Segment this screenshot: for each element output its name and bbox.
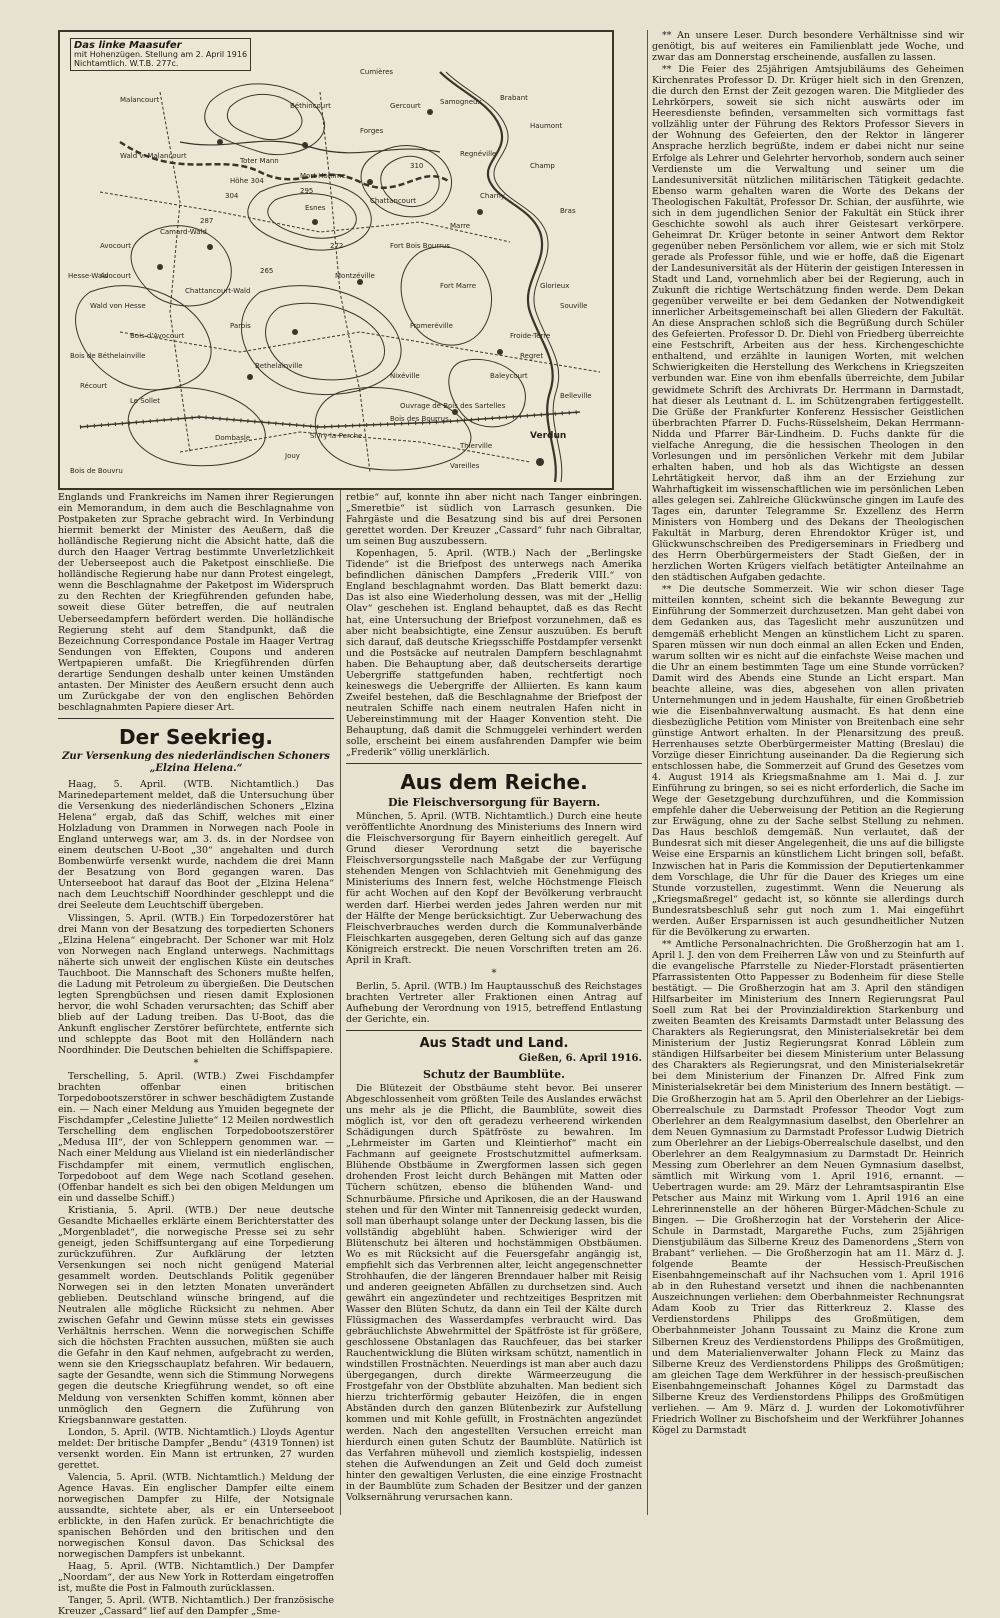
map-label: Toter Mann [240, 157, 279, 165]
article-paragraph: Vlissingen, 5. April. (WTB.) Ein Torpedozerstörer hat drei Mann von der Besatzung des torpedierten Schoners „Elzina Helena“ eingebracht. Der Schoner war mit Holz von Norwegen nach England unterwegs. Nachmittags näherte sich unweit der englischen Küste ein deutsches Tauchboot. Die Mannschaft des Schoners mußte helfen, die Ladung mit Petroleum zu übergießen. Die Deutschen legten Sprengbüchsen und riesen damit Explosionen hervor, die wohl Schaden verursachten; das Schiff aber blieb auf der Ladung treiben. Das U-Boot, das die Ankunft englischer Zerstörer befürchtete, entfernte sich und schleppte das Boot mit den Holländern nach Noordhinder. Die Deutschen behielten die Schiffspapiere. [58, 912, 334, 1057]
article-paragraph: Berlin, 5. April. (WTB.) Im Hauptausschuß des Reichstages brachten Vertreter aller Fraktionen einen Antrag auf Aufhebung der Verordnung von 1915, betreffend Entlastung der Gerichte, ein. [346, 980, 642, 1025]
divider [346, 763, 642, 764]
map-label: Camard-Wald [160, 228, 207, 236]
map-label: Thierville [460, 442, 493, 450]
map-title-box [70, 38, 251, 71]
column-1 [58, 492, 334, 1618]
map-credit: Nichtamtlich. W.T.B. 277c. [74, 59, 179, 68]
article-paragraph: Kopenhagen, 5. April. (WTB.) Nach der „Berlingske Tidende“ ist die Briefpost des unterwegs nach Amerika befindlichen dänischen Dampfers „Frederik VIII.“ von England beschlagnahmt worden. Das Blatt bemerkt dazu: Das ist also eine Wiederholung dessen, was mit der „Hellig Olav“ geschehen ist. England behauptet, daß es das Recht hat, eine Untersuchung der Briefpost vorzunehmen, daß es aber nicht beabsichtigte, eine Zensur auszuüben. Es beruft sich darauf, daß deutsche Kriegsschiffe Postdampfer versenkt und die Postsäcke auf neutralen Dampfern beschlagnahmt haben. Die Behauptung aber, daß deutscherseits derartige Uebergriffe stattgefunden haben, rechtfertigt noch keineswegs die Uebergriffe der Alliierten. Es kann kaum Zweifel bestehen, daß die Beschlagnahme der Briefpost der neutralen Schiffe nach einem neutralen Hafen nicht in Uebereinstimmung mit der Haager Konvention steht. Die Behauptung, daß damit die Schmuggelei verhindert werden solle, erscheint bei einem ausfahrenden Dampfer wie beim „Frederik“ völlig unerklärlich. [346, 548, 642, 759]
column-rule [340, 490, 341, 1515]
map-label: Regret [520, 352, 544, 360]
article-paragraph: Valencia, 5. April. (WTB. Nichtamtlich.) Meldung der Agence Havas. Ein englischer Dampfer eilte einem norwegischen Dampfer zu Hilfe, der Notsignale aussandte, sichtete aber, als er ein Unterseeboot erblickte, in den Hafen zurück. Er benachrichtigte die spanischen Behörden und den britischen und den norwegischen Konsul davon. Das Schicksal des norwegischen Dampfers ist unbekannt. [58, 1471, 334, 1561]
map-label: Bethelainville [255, 362, 303, 370]
map-label: 310 [410, 162, 424, 170]
map-label: Béthincourt [290, 102, 331, 110]
map-label: Bras [560, 207, 576, 215]
article-paragraph: London, 5. April. (WTB. Nichtamtlich.) Lloyds Agentur meldet: Der britische Dampfer „Bendu“ (4319 Tonnen) ist versenkt worden. Ein Mann ist ertrunken, 27 wurden gerettet. [58, 1426, 334, 1471]
map-label: Samogneux [440, 98, 482, 106]
divider [58, 718, 334, 719]
map-label: 295 [300, 187, 314, 195]
divider [346, 1030, 642, 1031]
map-label: Bois de Béthelainville [70, 352, 146, 360]
article-paragraph: Terschelling, 5. April. (WTB.) Zwei Fischdampfer brachten offenbar einen britischen Torpedobootszerstörer in schwer beschädigtem Zustande ein. — Nach einer Meldung aus Ymuiden begegnete der Fischdampfer „Celestine Juliette“ 12 Meilen nordwestlich Terschelling dem englischen Torpedobootszerstörer „Medusa III“, der von Schleppern genommen war. — Nach einer Meldung aus Vlieland ist ein niederländischer Fischdampfer mit einem, vermutlich englischen, Torpedoboot auf dem Wege nach Scotland gesehen. (Offenbar handelt es sich bei den obigen Meldungen um ein und dasselbe Schiff.) [58, 1071, 334, 1204]
map-label: Jouy [285, 452, 300, 460]
map-label: Baleycourt [490, 372, 528, 380]
column-2 [346, 492, 642, 1504]
section-headline-reich: Aus dem Reiche. [400, 770, 588, 795]
section-headline-seekrieg: Der Seekrieg. [118, 724, 274, 749]
map-label: Brabant [500, 94, 528, 102]
map-label: 287 [200, 217, 214, 225]
map-label: Gercourt [390, 102, 421, 110]
article-paragraph: Die Blütezeit der Obstbäume steht bevor. Bei unserer Abgeschlossenheit vom größten Teile des Auslandes erwächst uns mehr als je die Pflicht, die Baumblüte, soweit dies möglich ist, vor den oft geradezu verheerend wirkenden Schädigungen durch Spätfröste zu bewahren. Im „Lehrmeister im Garten und Kleintierhof“ macht ein Fachmann auf geeignete Frostschutzmittel aufmerksam. Blühende Obstbäume in Zwergformen lassen sich gegen drohenden Frost leicht durch Behängen mit Matten oder Tüchern schützen, ebenso die blühenden Wand- und Schnurbäume. Pfirsiche und Aprikosen, die an der Hauswand stehen und für den Winter mit Tannenreisig gedeckt wurden, soll man überhaupt solange unter der Deckung lassen, bis die vollständig abgeblüht haben. Schwieriger wird der Blütenschutz bei älteren und hochstämmigen Obstbäumen. Wo es mit Rücksicht auf die Feuersgefahr angängig ist, empfiehlt sich das Verbrennen alter, leicht angegenschnetter Strohhaufen, die der längeren Brenndauer halber mit Reisig und anderen geeigneten Abfällen zu durchsetzen sind. Auch gewährt ein angezündeter und rechtzeitiges Bespritzen mit Wasser den Blüten Schutz, da dann ein Teil der Kälte durch Flüssigmachen des Wasserdampfes verbraucht wird. Das gebräuchlichste Abwehrmittel der Spätfröste ist für größere, geschlossene Obstanlagen das Rauchfeuer, das bei starker Rauchentwicklung die Blüten wirksam schützt, namentlich in windstillen Frostnächten. Neuerdings ist man aber auch dazu übergegangen, durch direkte Wärmeerzeugung die Frostgefahr von der Obstblüte abzuhalten. Man bedient sich hierzu trichterförmig gebauter Heizöfen, die in engen Abständen durch den ganzen Blütenbezirk zur Aufstellung kommen und mit Kohle gefüllt, in Frostnächten angezündet werden. Nach den angestellten Versuchen erreicht man hierdurch einen guten Schutz der Baumblüte. Natürlich ist das Verfahren mühevoll und ziemlich kostspielig, indessen stehen die Aufwendungen an Zeit und Geld doch zumeist hinter den gewaltigen Verlusten, die eine einzige Frostnacht in der Baumblüte zum Schaden der Besitzer und der ganzen Volksernährung verursachen kann. [346, 1083, 642, 1503]
map-label: Fromeréville [410, 322, 453, 330]
article-paragraph: Haag, 5. April. (WTB. Nichtamtlich.) Der Dampfer „Noordam“, der aus New York in Rotterdam eingetroffen ist, mußte die Post in Falmouth zurücklassen. [58, 1561, 334, 1595]
article-paragraph: ** An unsere Leser. Durch besondere Verhältnisse sind wir genötigt, bis auf weiteres ein Familienblatt jede Woche, und zwar das am Donnerstag erscheinende, ausfallen zu lassen. [652, 30, 964, 64]
article-subhead: Zur Versenkung des niederländischen Schoners „Elzina Helena.“ [62, 750, 330, 774]
map-label: Bois des Bourrus [390, 415, 449, 423]
article-paragraph: Haag, 5. April. (WTB. Nichtamtlich.) Das Marinedepartement meldet, daß die Untersuchung über die Versenkung des niederländischen Schoners „Elzina Helena“ ergab, daß das Schiff, welches mit einer Holzladung von Drammen in Norwegen nach Poole in England unterwegs war, am 3. ds. in der Nordsee von einem deutschen U-Boot „30“ angehalten und durch Bombenwürfe versenkt wurde, nachdem die drei Mann der Besatzung von Bord gegangen waren. Das Unterseeboot hat darauf das Boot der „Elzina Helena“ nach dem Leuchtschiff Noordhinder geschleppt und die drei Seeleute dem Leuchtschiff übergeben. [58, 778, 334, 912]
map-label: Bois d'Avocourt [130, 332, 185, 340]
map-label: Ouvrage de Bois des Sartelles [400, 402, 506, 410]
map-label: Avocourt [100, 272, 131, 280]
separator-star: * [193, 1058, 199, 1070]
map-subtitle: mit Hohenzügen. Stellung am 2. April 1916 [74, 50, 248, 59]
map-left-meuse-bank [58, 30, 614, 490]
map-label: Mort Homme [300, 172, 346, 180]
map-label: Montzéville [335, 272, 375, 280]
map-label: Froide-Terre [510, 332, 551, 340]
article-subhead: Die Fleischversorgung für Bayern. [387, 796, 601, 810]
article-paragraph: Tanger, 5. April. (WTB. Nichtamtlich.) Der französische Kreuzer „Cassard“ lief auf den Dampfer „Sme- [58, 1595, 334, 1618]
map-label: Chattancourt-Wald [185, 287, 251, 295]
map-label: Wald von Hesse [90, 302, 146, 310]
article-paragraph: ** Die Feier des 25jährigen Amtsjubiläums des Geheimen Kirchenrates Professor D. Dr. Krüger hielt sich in den Grenzen, die durch den Ernst der Zeit gezogen waren. Die Mitglieder des Lehrkörpers, soweit sie sich nicht auswärts oder im Heeresdienste befinden, versammelten sich vormittags fast vollzählig unter der Führung des Rektors Professor Sievers in der Wohnung des Gefeierten, den der Rektor in längerer Ansprache herzlich begrüßte, indem er dabei nicht nur seine Erfolge als Lehrer und Gelehrter hervorhob, sondern auch seiner Verdienste um die Verwaltung und seiner um die Landesuniversität nützlichen militärischen Tätigkeit gedachte. Ebenso warm gehalten waren die Worte des Dekans der Theologischen Fakultät, Professor Dr. Schian, der ausführte, wie sich in dem jugendlichen Senior der Fakultät ein Stück ihrer Geschichte sowohl als auch ihrer Geistesart verkörpere. Geheimrat Dr. Krüger betonte in seiner Antwort dem Rektor gegenüber neben Persönlichem vor allem, wie er sich mit Stolz gerade als Professor fühle, und wie er hoffe, daß die Eigenart der Landesuniversität als der Hüterin der geistigen Interessen in Stadt und Land, vornehmlich aber bei der Regierung, auch in Zukunft die richtige Wertschätzung finden werde. Dem Dekan gegenüber verweilte er bei dem Gedanken der Notwendigkeit innerlicher Arbeitsgemeinschaft bei allen Gliedern der Fakultät. An diese Ansprachen schloß sich die Begrüßung durch Schüler des Gefeierten. Professor D. Dr. Diehl von Friedberg überreichte eine Festschrift, Arbeiten aus der hess. Kirchengeschichte enthaltend, und erzählte in launigen Worten, mit welchen Schwierigkeiten die Herstellung des Werkchens in Kriegszeiten verbunden war. Eine von ihm ebenfalls überreichte, dem Jubilar gewidmete Schrift des Archivrats Dr. Herrmann in Darmstadt, hat dieser als Leutnant d. L. im Schützengraben fertiggestellt. Die Grüße der Frankfurter Konferenz Hessischer Geistlichen überbrachten Pfarrer D. Fuchs-Rüsselsheim, Dekan Herrmann-Nidda und Pfarrer Bär-Lindheim. D. Fuchs dankte für die vielfache Anregung, die die hessischen Theologen in den Vorlesungen und im persönlichen Verkehr mit dem Jubilar erhalten haben, und hob als das Wichtigste an dessen Lehrtätigkeit hervor, daß ihm an der Erziehung zur Wahrhaftigkeit im wissenschaftlichen wie im persönlichen Leben alles gelegen sei. Zahlreiche Glückwünsche gingen im Laufe des Tages ein, darunter Telegramme Sr. Exzellenz des Herrn Ministers von Homberg und des Dekans der Theologischen Fakultät in Marburg, deren Ehrendoktor Krüger ist, und Glückwunschschreiben des Predigerseminars in Friedberg und des Herrn Oberbürgermeisters der Stadt Gießen, der in herzlichen Worten Krügers vielfach betätigter Anteilnahme an den städtischen Aufgaben gedachte. [652, 64, 964, 584]
map-label: Belleville [560, 392, 592, 400]
map-label: 265 [260, 267, 274, 275]
map-label: Forges [360, 127, 384, 135]
article-text: Englands und Frankreichs im Namen ihrer Regierungen ein Memorandum, in dem auch die Beschlagnahme von Postpaketen zur Sprache gebracht wird. In Verbindung hiermit bemerkt der Minister des Aeußern, daß die holländische Regierung nicht die Absicht hatte, daß die durch den Haager Vertrag bestimmte Unverletzlichkeit der Ueberseepost auch die Paketpost einschließe. Die holländische Regierung habe nur dann Protest eingelegt, wenn die Beschlagnahme der Paketpost im Widerspruch zu den Rechten der Kriegführenden gefunden habe, soweit diese Güter betreffen, die auf neutralen Ueberseedampfern befördert werden. Die holländische Regierung steht auf dem Standpunkt, daß die Bezeichnung Correspondance Postale im Haager Vertrag Sendungen von Effekten, Coupons und anderen Wertpapieren umfaßt. Die Kriegführenden dürfen derartige Sendungen deshalb unter keinen Umständen antasten. Der Minister des Aeußern ersucht denn auch um Zurückgabe der von den englischen Behörden beschlagnahmten Papiere dieser Art. [58, 492, 334, 713]
map-label: Fort Marre [440, 282, 477, 290]
map-label: Bois de Bouvru [70, 467, 123, 475]
map-label: Esnes [305, 204, 326, 212]
column-3 [652, 30, 964, 1437]
map-label: 304 [225, 192, 239, 200]
map-label: Vareilles [450, 462, 480, 470]
map-label: Sivry-la-Perche [310, 432, 363, 440]
map-label: Charny [480, 192, 505, 200]
map-label: 272 [330, 242, 344, 250]
separator-star: * [491, 967, 497, 979]
map-label: Récourt [80, 382, 108, 390]
map-label: Verdun [530, 431, 567, 441]
map-label: Höhe 304 [230, 177, 264, 185]
map-label: Souville [560, 302, 588, 310]
map-label: Avocourt [100, 242, 131, 250]
map-label: Cumières [360, 68, 394, 76]
section-headline-stadt: Aus Stadt und Land. [419, 1036, 569, 1052]
column-rule [647, 30, 648, 1515]
map-label: Malancourt [120, 96, 160, 104]
map-label: Chattancourt [370, 197, 417, 205]
map-label: Glorieux [540, 282, 570, 290]
map-label: Fort Bois Bourrus [390, 242, 451, 250]
map-label: Hesse-Wald [68, 272, 109, 280]
dateline: Gießen, 6. April 1916. [518, 1053, 642, 1065]
map-label: Nixéville [390, 372, 420, 380]
map-label: Haumont [530, 122, 563, 130]
map-label: Marre [450, 222, 471, 230]
article-paragraph: retbie“ auf, konnte ihn aber nicht nach Tanger einbringen. „Smeretbie“ ist südlich von Larrasch gesunken. Die Fahrgäste und die Besatzung sind bis auf drei Personen gerettet worden. Der Kreuzer „Cassard“ fuhr nach Gibraltar, um seinen Bug auszubessern. [346, 492, 642, 548]
article-paragraph: Kristiania, 5. April. (WTB.) Der neue deutsche Gesandte Michaelles erklärte einem Berichterstatter des „Morgenbladet“, die norwegische Presse sei zu sehr geneigt, jeden Schiffsuntergang auf eine Torpedierung zurückzuführen. Zur Aufklärung der letzten Versenkungen sei noch nicht genügend Material gesammelt worden. Deutschlands Politik gegenüber Norwegen sei in den letzten Monaten unverändert geblieben. Deutschland wünsche bringend, auf die Neutralen alle mögliche Rücksicht zu nehmen. Aber zwischen Gefahr und Gewinn müsse stets ein gewisses Verhältnis herrschen. Wenn die norwegischen Schiffe sich die höchsten Frachten aussuchen, müßten sie auch die Gefahr in den Kauf nehmen, aufgebracht zu werden, wenn sie den Kriegsschauplatz befahren. Wir bedauern, sagte der Gesandte, wenn sich die Stimmung Norwegens gegen die deutsche Kriegführung wendet, so oft eine Meldung von versenkten Schiffen kommt, können aber unmöglich den Gegnern die Zuführung von Kriegsbannware gestatten. [58, 1204, 334, 1426]
article-paragraph: ** Amtliche Personalnachrichten. Die Großherzogin hat am 1. April l. J. den von dem Freiherren Låw von und zu Steinfurth auf die evangelische Pfarrstelle zu Nieder-Florstadt präsentierten Pfarrassistenten Otto Pappesser zu Bodenheim für diese Stelle bestätigt. — Die Großherzogin hat am 3. April den ständigen Hilfsarbeiter im Ministerium des Innern Regierungsrat Paul Soell zum Rat bei der Provinzialdirektion Starkenburg und zweiten Beamten des Kreisamts Darmstadt unter Belassung des Charakters als Regierungsrat, den Ministerialsekretär bei dem Ministerium der Justiz Regierungsrat Konrad Löblein zum ständigen Hilfsarbeiter bei diesem Ministerium unter Belassung des Charakters als Regierungsrat, und den Ministerialsekretär bei dem Ministerium der Finanzen Dr. Alfred Fink zum Ministerialsekretär bei dem Ministerium des Innern bestätigt. — Die Großherzogin hat am 5. April den Oberlehrer an der Liebigs-Oberrealschule zu Darmstadt Professor Theodor Vogt zum Oberlehrer an dem Realgymnasium daselbst, den Oberlehrer an dem Neuen Gymnasium zu Darmstadt Professor Ludwig Dietrich zum Oberlehrer an der Liebigs-Oberrealschule daselbst, und den Oberlehrer an dem Realgymnasium zu Darmstadt Dr. Heinrich Messing zum Oberlehrer an dem Neuen Gymnasium daselbst, sämtlich mit Wirkung vom 1. April 1916, ernannt. — Uebertragen wurde: am 29. März der Lehramtsaspirantin Else Petscher aus Mainz mit Wirkung vom 1. April 1916 an eine Lehrerinnenstelle an der höheren Bürger-Mädchen-Schule zu Bingen. — Die Großherzogin hat der Vorsteherin der Alice-Schule in Darmstadt, Margarethe Fuchs, zum 25jährigen Dienstjubiläum das Silberne Kreuz des Damenordens „Stern von Brabant“ verliehen. — Die Großherzogin hat am 11. März d. J. folgende Beamte der Hessisch-Preußischen Eisenbahngemeinschaft auf ihr Nachsuchen vom 1. April 1916 ab in den Ruhestand versetzt und ihnen die nachbenannten Auszeichnungen verliehen: dem Oberbahnmeister Rechnungsrat Adam Koob zu Trier das Ritterkreuz 2. Klasse des Verdienstordens Philipps des Großmütigen, dem Oberbahnmeister Johann Toussaint zu Mainz die Krone zum Silbernen Kreuz des Verdienstordens Philipps des Großmütigen, und dem Materialienverwalter Johann Fleck zu Mainz das Silberne Kreuz des Verdienstordens Philipps des Großmütigen; am gleichen Tage dem Werkführer in der hessisch-preußischen Eisenbahngemeinschaft Johannes Kögel zu Darmstadt das Silberne Kreuz des Verdienstordens Philipps des Großmütigen verliehen. — Am 9. März d. J. wurden der Lokomotivführer Friedrich Wollner zu Bischofsheim und der Werkführer Johannes Kögel zu Darmstadt [652, 938, 964, 1436]
map-label: Dombasle [215, 434, 251, 442]
article-subhead: Schutz der Baumblüte. [423, 1068, 565, 1082]
map-label: Parois [230, 322, 251, 330]
article-paragraph: München, 5. April. (WTB. Nichtamtlich.) Durch eine heute veröffentlichte Anordnung des Ministeriums des Innern wird die Fleischversorgung für Bayern einheitlich geregelt. Auf Grund dieser Verordnung setzt die bayerische Fleischversorgungsstelle nach Maßgabe der zur Verfügung stehenden Mengen von Schlachtvieh mit Genehmigung des Ministeriums des Innern fest, welche Höchstmenge Fleisch für acht Wochen auf den Kopf der Bevölkerung verbraucht werden darf. Hierbei werden jedes Jahren werden nur mit der Hälfte der Menge berücksichtigt. Zur Ueberwachung des Fleischverbrauches werden durch die Kommunalverbände Fleischkarten ausgegeben, deren Geltung sich auf das ganze Königreich erstreckt. Die neuen Vorschriften treten am 26. April in Kraft. [346, 811, 642, 966]
map-title: Das linke Maasufer [74, 40, 182, 51]
map-label: Champ [530, 162, 555, 170]
map-label: Wald v. Malancourt [120, 152, 187, 160]
map-label: Le Sollet [130, 397, 160, 405]
map-label: Regnéville [460, 150, 497, 158]
article-paragraph: ** Die deutsche Sommerzeit. Wie wir schon dieser Tage mitteilen konnten, scheint sich die bekannte Bewegung zur Einführung der Sommerzeit durchzusetzen. Man geht dabei von dem Gedanken aus, das Tageslicht mehr auszunützen und demgemäß erheblicht Mengen an künstlichem Licht zu sparen. Sparen müssen wir nun doch einmal an allen Ecken und Enden, warum sollten wir es nicht auf die einfachste Weise machen und die Uhr an einem bestimmten Tage um eine Stunde vorrücken? Damit wird des Abends eine Stunde an Licht erspart. Man beachte alleine, was dies, abgesehen von allen privaten Unternehmungen und in jedem Haushalte, für einen Großbetrieb wie die Eisenbahnverwaltung ausmacht. Es hat denn eine diesbezügliche Petition vom Minister von Breitenbach eine sehr günstige Antwort erhalten. In der Plenarsitzung des preuß. Herrenhauses setzte Oberbürgermeister Matting (Breslau) die Vorzüge dieser Einrichtung auseinander. Da die Regierung sich entschlossen habe, die Sommerzeit auf Grund des Gesetzes vom 4. August 1914 als Kriegsmaßnahme am 1. Mai d. J. zur Einführung zu bringen, so sei es nicht erforderlich, die Sache im Wege der Gesetzgebung durchzuführen, und die Kommission empfehle daher die Ueberweisung der Petition an die Regierung zur Erwägung, ohne zu der Sache selbst Stellung zu nehmen. Das Haus beschloß demgemäß. Nun verlautet, daß der Bundesrat sich mit dieser Angelegenheit, die uns auf die billigste Weise eine Ersparnis an künstlichem Licht bringen soll, befaßt. Inzwischen hat in Paris die Kommission der Deputiertenkammer dem Vorschlage, die Uhr für die Dauer des Krieges um eine Stunde vorzustellen, zugestimmt. Wenn die Neuerung als „Kriegsmaßregel“ gedacht ist, so könnte sie allerdings durch Bundesratsbeschluß sehr gut noch zum 1. Mai eingeführt werden. Außer Ersparnissen ist auch gesundheitlicher Nutzen für die Bevölkerung zu erwarten. [652, 584, 964, 938]
